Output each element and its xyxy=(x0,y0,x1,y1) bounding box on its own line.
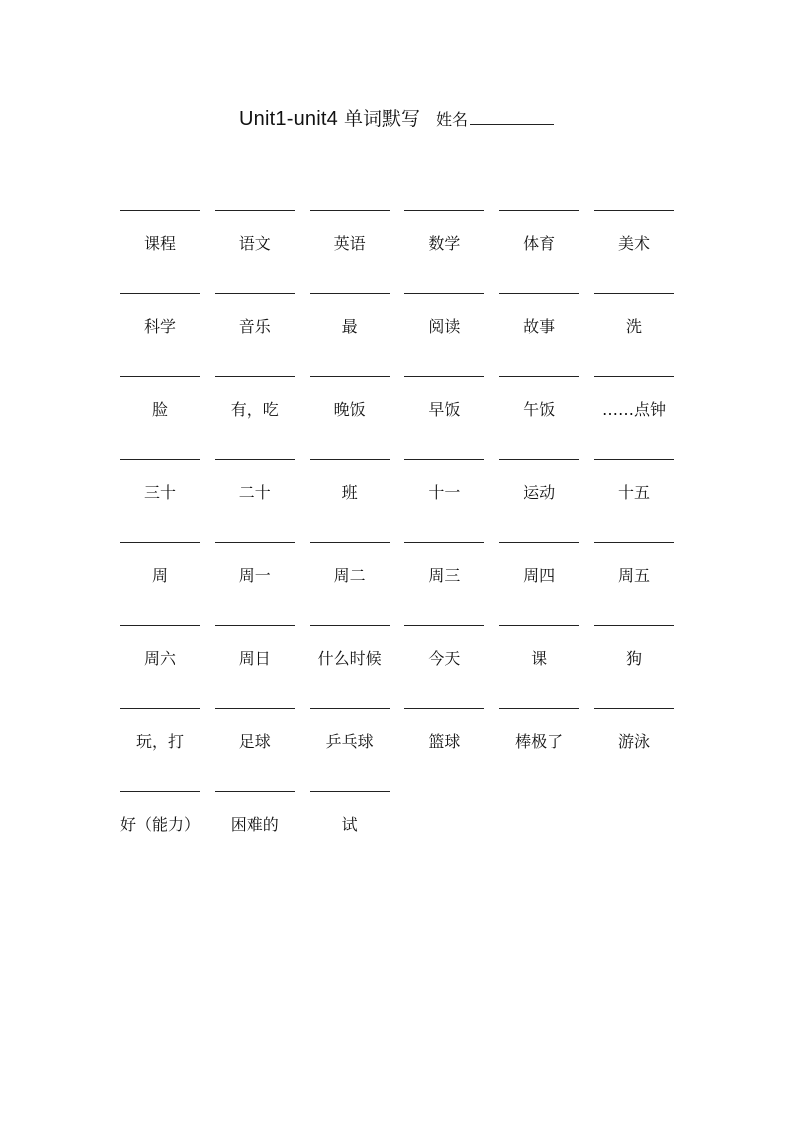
chinese-word: 周四 xyxy=(523,566,556,585)
word-grid xyxy=(120,210,676,874)
answer-blank-line[interactable] xyxy=(499,708,579,709)
word-cell xyxy=(120,625,202,708)
chinese-word: 十一 xyxy=(428,483,461,502)
chinese-word: 今天 xyxy=(428,649,461,668)
chinese-word: 课程 xyxy=(143,234,176,253)
word-cell xyxy=(120,542,202,625)
answer-blank-line[interactable] xyxy=(120,708,200,709)
word-cell xyxy=(594,625,676,708)
word-cell xyxy=(404,293,486,376)
word-cell xyxy=(594,459,676,542)
chinese-word: 有，吃 xyxy=(230,400,279,419)
answer-blank-line[interactable] xyxy=(310,210,390,211)
answer-blank-line[interactable] xyxy=(499,542,579,543)
answer-blank-line[interactable] xyxy=(404,542,484,543)
word-cell xyxy=(404,210,486,293)
answer-blank-line[interactable] xyxy=(310,459,390,460)
word-row xyxy=(120,459,676,542)
name-label: 姓名 xyxy=(435,110,468,129)
worksheet-subtitle: 单词默写 xyxy=(343,108,420,130)
word-cell xyxy=(120,293,202,376)
word-cell xyxy=(215,708,297,791)
word-cell xyxy=(120,791,202,874)
chinese-word: 乒乓球 xyxy=(325,732,374,751)
answer-blank-line[interactable] xyxy=(310,625,390,626)
chinese-word: 美术 xyxy=(617,234,650,253)
answer-blank-line[interactable] xyxy=(215,459,295,460)
answer-blank-line[interactable] xyxy=(120,459,200,460)
word-cell xyxy=(499,210,581,293)
word-row xyxy=(120,293,676,376)
answer-blank-line[interactable] xyxy=(215,542,295,543)
page-title xyxy=(0,104,793,131)
answer-blank-line[interactable] xyxy=(310,791,390,792)
chinese-word: 游泳 xyxy=(617,732,650,751)
word-cell xyxy=(120,210,202,293)
chinese-word: 科学 xyxy=(143,317,176,336)
word-row xyxy=(120,625,676,708)
answer-blank-line[interactable] xyxy=(120,791,200,792)
answer-blank-line[interactable] xyxy=(310,708,390,709)
answer-blank-line[interactable] xyxy=(404,459,484,460)
chinese-word: 晚饭 xyxy=(333,400,366,419)
word-cell xyxy=(594,376,676,459)
word-cell xyxy=(499,625,581,708)
word-row xyxy=(120,791,676,874)
word-cell xyxy=(215,293,297,376)
chinese-word: 英语 xyxy=(333,234,366,253)
chinese-word: 棒极了 xyxy=(515,732,564,751)
word-cell xyxy=(215,210,297,293)
answer-blank-line[interactable] xyxy=(594,708,674,709)
answer-blank-line[interactable] xyxy=(215,625,295,626)
chinese-word: 体育 xyxy=(523,234,556,253)
word-cell xyxy=(215,459,297,542)
word-cell xyxy=(310,625,392,708)
answer-blank-line[interactable] xyxy=(499,210,579,211)
chinese-word: 试 xyxy=(341,815,358,834)
chinese-word: 二十 xyxy=(238,483,271,502)
word-cell xyxy=(594,293,676,376)
word-cell xyxy=(404,542,486,625)
chinese-word: 周五 xyxy=(617,566,650,585)
chinese-word: 故事 xyxy=(523,317,556,336)
word-cell xyxy=(310,542,392,625)
chinese-word: 狗 xyxy=(625,649,642,668)
word-cell xyxy=(404,625,486,708)
word-cell xyxy=(310,791,392,874)
word-cell xyxy=(215,376,297,459)
word-cell xyxy=(594,210,676,293)
chinese-word: 周一 xyxy=(238,566,271,585)
answer-blank-line[interactable] xyxy=(404,376,484,377)
word-cell xyxy=(215,791,297,874)
answer-blank-line[interactable] xyxy=(310,542,390,543)
chinese-word: 周日 xyxy=(238,649,271,668)
word-cell xyxy=(404,459,486,542)
answer-blank-line[interactable] xyxy=(499,293,579,294)
chinese-word: 困难的 xyxy=(230,815,279,834)
answer-blank-line[interactable] xyxy=(594,376,674,377)
answer-blank-line[interactable] xyxy=(404,293,484,294)
word-cell xyxy=(310,376,392,459)
chinese-word: 三十 xyxy=(143,483,176,502)
word-cell xyxy=(310,293,392,376)
chinese-word: 午饭 xyxy=(523,400,556,419)
word-cell xyxy=(499,459,581,542)
chinese-word: 周 xyxy=(151,566,168,585)
chinese-word: 运动 xyxy=(523,483,556,502)
word-cell xyxy=(499,293,581,376)
answer-blank-line[interactable] xyxy=(499,459,579,460)
word-cell xyxy=(594,708,676,791)
word-row xyxy=(120,376,676,459)
chinese-word: 班 xyxy=(341,483,358,502)
word-row xyxy=(120,210,676,293)
word-cell xyxy=(120,376,202,459)
answer-blank-line[interactable] xyxy=(120,625,200,626)
answer-blank-line[interactable] xyxy=(215,210,295,211)
name-blank-line[interactable] xyxy=(470,106,554,125)
word-cell xyxy=(215,625,297,708)
chinese-word: 周六 xyxy=(143,649,176,668)
word-cell xyxy=(310,708,392,791)
chinese-word: 好（能力） xyxy=(119,815,200,834)
word-cell xyxy=(120,708,202,791)
word-cell xyxy=(404,708,486,791)
answer-blank-line[interactable] xyxy=(120,376,200,377)
chinese-word: 语文 xyxy=(238,234,271,253)
word-cell xyxy=(404,376,486,459)
worksheet-title: Unit1-unit4 xyxy=(239,108,338,130)
chinese-word: 周二 xyxy=(333,566,366,585)
word-cell xyxy=(310,459,392,542)
chinese-word: 阅读 xyxy=(428,317,461,336)
word-cell xyxy=(499,376,581,459)
word-cell xyxy=(120,459,202,542)
answer-blank-line[interactable] xyxy=(215,376,295,377)
answer-blank-line[interactable] xyxy=(310,293,390,294)
answer-blank-line[interactable] xyxy=(594,459,674,460)
answer-blank-line[interactable] xyxy=(404,625,484,626)
chinese-word: 玩，打 xyxy=(135,732,184,751)
chinese-word: 篮球 xyxy=(428,732,461,751)
answer-blank-line[interactable] xyxy=(310,376,390,377)
word-cell xyxy=(499,708,581,791)
chinese-word: 音乐 xyxy=(238,317,271,336)
answer-blank-line[interactable] xyxy=(215,791,295,792)
chinese-word: ……点钟 xyxy=(601,400,666,419)
chinese-word: 周三 xyxy=(428,566,461,585)
answer-blank-line[interactable] xyxy=(499,625,579,626)
answer-blank-line[interactable] xyxy=(120,293,200,294)
answer-blank-line[interactable] xyxy=(499,376,579,377)
answer-blank-line[interactable] xyxy=(404,708,484,709)
chinese-word: 数学 xyxy=(428,234,461,253)
answer-blank-line[interactable] xyxy=(594,542,674,543)
chinese-word: 洗 xyxy=(625,317,642,336)
answer-blank-line[interactable] xyxy=(120,210,200,211)
chinese-word: 足球 xyxy=(238,732,271,751)
chinese-word: 早饭 xyxy=(428,400,461,419)
chinese-word: 十五 xyxy=(617,483,650,502)
answer-blank-line[interactable] xyxy=(120,542,200,543)
answer-blank-line[interactable] xyxy=(215,293,295,294)
answer-blank-line[interactable] xyxy=(594,210,674,211)
word-row xyxy=(120,542,676,625)
word-cell xyxy=(310,210,392,293)
chinese-word: 什么时候 xyxy=(317,649,382,668)
chinese-word: 脸 xyxy=(151,400,168,419)
word-cell xyxy=(594,542,676,625)
answer-blank-line[interactable] xyxy=(215,708,295,709)
chinese-word: 课 xyxy=(531,649,548,668)
answer-blank-line[interactable] xyxy=(594,293,674,294)
word-cell xyxy=(215,542,297,625)
word-row xyxy=(120,708,676,791)
word-cell xyxy=(499,542,581,625)
answer-blank-line[interactable] xyxy=(404,210,484,211)
chinese-word: 最 xyxy=(341,317,358,336)
answer-blank-line[interactable] xyxy=(594,625,674,626)
